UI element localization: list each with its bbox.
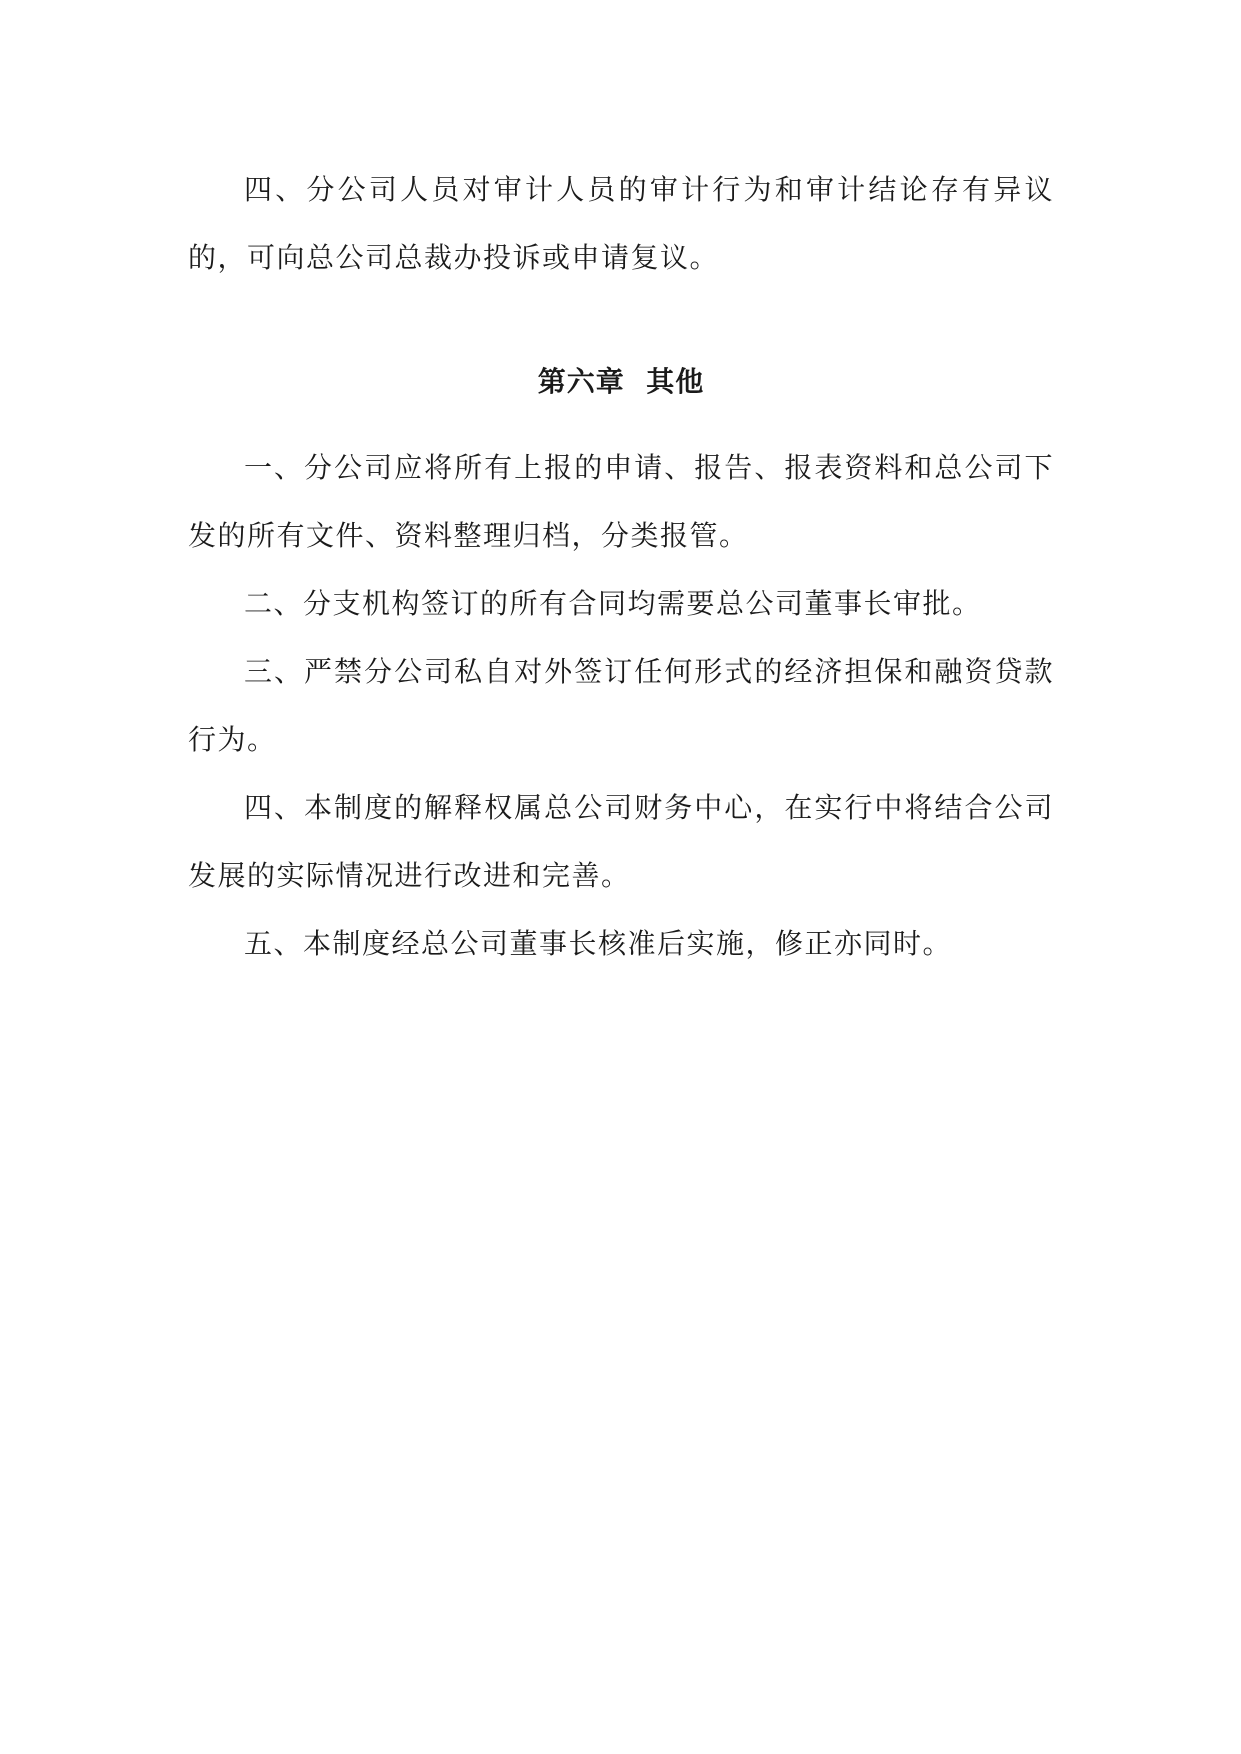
section-spacer	[188, 292, 1054, 360]
paragraph-item-4: 四、本制度的解释权属总公司财务中心，在实行中将结合公司发展的实际情况进行改进和完善。	[188, 791, 1054, 892]
paragraph-item-5: 五、本制度经总公司董事长核准后实施，修正亦同时。	[244, 927, 953, 960]
paragraph-item-2: 二、分支机构签订的所有合同均需要总公司董事长审批。	[244, 587, 982, 620]
paragraph-item-3: 三、严禁分公司私自对外签订任何形式的经济担保和融资贷款行为。	[188, 655, 1054, 756]
paragraph-audit-objection: 四、分公司人员对审计人员的审计行为和审计结论存有异议的，可向总公司总裁办投诉或申请复议。	[188, 173, 1054, 274]
chapter-title: 第六章 其他	[537, 365, 705, 398]
chapter-heading-wrap	[188, 360, 1054, 434]
document-body	[188, 156, 1054, 978]
paragraph-item-1: 一、分公司应将所有上报的申请、报告、报表资料和总公司下发的所有文件、资料整理归档，分类报管。	[188, 451, 1054, 552]
